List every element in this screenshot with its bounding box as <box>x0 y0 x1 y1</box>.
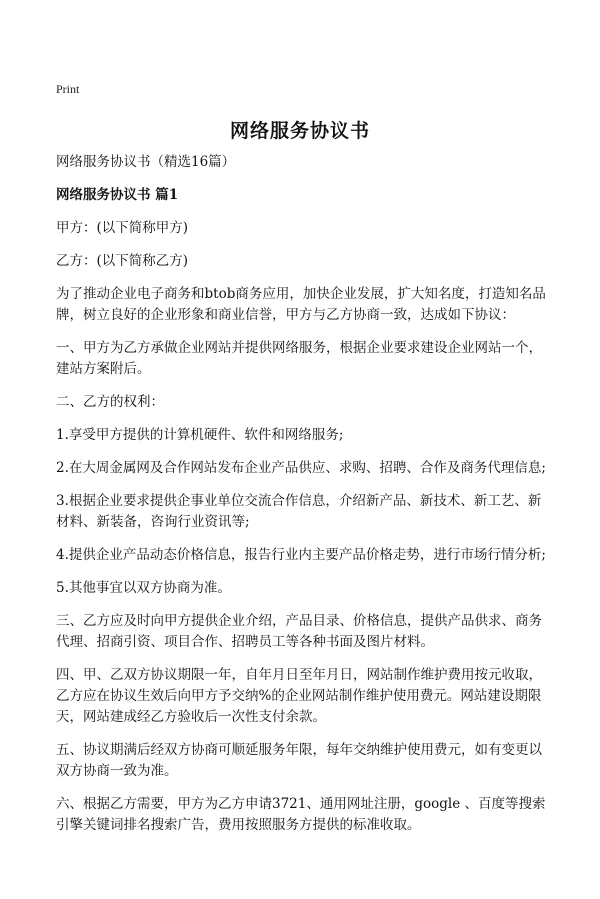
document-title: 网络服务协议书 <box>229 120 370 142</box>
section-heading: 网络服务协议书 篇1 <box>56 187 179 203</box>
clause-one: 一、甲方为乙方承做企业网站并提供网络服务，根据企业要求建设企业网站一个，建站方案附后。 <box>56 340 542 377</box>
clause-five: 五、协议期满后经双方协商可顺延服务年限，每年交纳维护使用费元，如有变更以双方协商一致为准。 <box>56 742 542 779</box>
right-item-4: 4.提供企业产品动态价格信息，报告行业内主要产品价格走势，进行市场行情分析; <box>56 547 546 563</box>
clause-two-heading: 二、乙方的权利： <box>56 394 164 410</box>
preamble-paragraph: 为了推动企业电子商务和btob商务应用，加快企业发展，扩大知名度，打造知名品牌，树立良好的企业形象和商业信誉，甲方与乙方协商一致，达成如下协议： <box>56 286 546 323</box>
clause-four: 四、甲、乙双方协议期限一年，自年月日至年月日，网站制作维护费用按元收取，乙方应在协议生效后向甲方予交纳%的企业网站制作维护使用费元。网站建设期限天，网站建成经乙方验收后一次性支付余款。 <box>56 667 542 725</box>
document-body <box>56 152 548 848</box>
print-label: Print <box>56 82 80 96</box>
right-item-2: 2.在大周金属网及合作网站发布企业产品供应、求购、招聘、合作及商务代理信息; <box>56 460 546 476</box>
party-b-line: 乙方：(以下简称乙方) <box>56 253 189 269</box>
clause-six: 六、根据乙方需要，甲方为乙方申请3721、通用网址注册，google 、百度等搜索引擎关键词排名搜索广告，费用按照服务方提供的标准收取。 <box>56 796 546 833</box>
document-subtitle: 网络服务协议书（精选16篇） <box>56 154 236 170</box>
right-item-5: 5.其他事宜以双方协商为准。 <box>56 580 231 596</box>
clause-three: 三、乙方应及时向甲方提供企业介绍，产品目录、价格信息，提供产品供求、商务代理、招商引资、项目合作、招聘员工等各种书面及图片材料。 <box>56 613 542 650</box>
party-a-line: 甲方：(以下简称甲方) <box>56 220 189 236</box>
right-item-1: 1.享受甲方提供的计算机硬件、软件和网络服务; <box>56 427 344 443</box>
right-item-3: 3.根据企业要求提供企事业单位交流合作信息，介绍新产品、新技术、新工艺、新材料、新装备，咨询行业资讯等; <box>56 493 542 530</box>
